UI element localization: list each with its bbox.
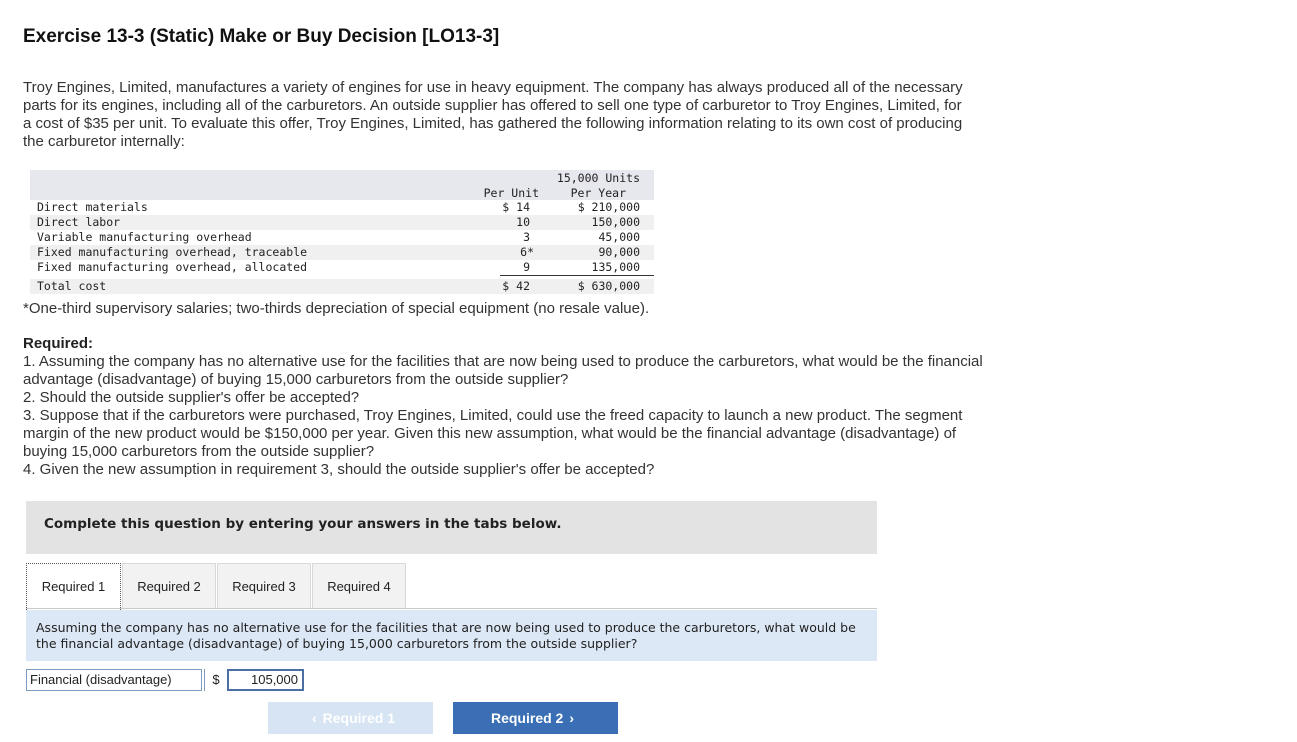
row-per-unit: 3 — [523, 230, 530, 244]
row-per-year: 135,000 — [591, 260, 640, 274]
row-per-year: 150,000 — [591, 215, 640, 229]
header-per-unit: Per Unit — [483, 186, 539, 200]
tab-required-3[interactable]: Required 3 — [217, 563, 311, 608]
row-label: Total cost — [37, 279, 107, 293]
header-per-year: Per Year — [570, 186, 626, 200]
row-label: Fixed manufacturing overhead, allocated — [37, 260, 308, 274]
row-per-unit: 6* — [520, 245, 534, 259]
prev-button-label: Required 1 — [322, 710, 396, 726]
table-row — [30, 230, 654, 245]
chevron-right-icon: › — [569, 710, 575, 726]
chevron-left-icon: ‹ — [311, 710, 317, 726]
required-item: 4. Given the new assumption in requirement 3, should the outside supplier's offer be accepted? — [23, 461, 655, 478]
row-label: Fixed manufacturing overhead, traceable — [37, 245, 308, 259]
cost-table-header — [30, 170, 654, 200]
header-units: 15,000 Units — [556, 171, 640, 185]
row-per-unit: 10 — [516, 215, 530, 229]
required-item: 1. Assuming the company has no alternative use for the facilities that are now being used to produce the carburetors, what would be the financial advantage (disadvantage) of buying 15,000 carburetors from the outside supplier? — [23, 353, 983, 388]
row-per-unit: 9 — [523, 260, 530, 274]
required-item: 2. Should the outside supplier's offer be accepted? — [23, 389, 360, 406]
table-row — [30, 260, 654, 275]
prev-button[interactable] — [268, 702, 433, 734]
row-per-year: 45,000 — [598, 230, 640, 244]
table-row-total — [30, 279, 654, 294]
exercise-title: Exercise 13-3 (Static) Make or Buy Decision [LO13-3] — [23, 26, 500, 47]
exercise-intro — [23, 79, 973, 151]
intro-text: Troy Engines, Limited, manufactures a variety of engines for use in heavy equipment. The company has always produced all of the necessary parts for its engines, including all of the carburetors. An outside supplier has offered to sell one type of carburetor to Troy Engines, Limited, for a cost of $35 per unit. To evaluate this offer, Troy Engines, Limited, has gathered the following information relating to its own cost of producing the carburetor internally: — [23, 79, 963, 150]
tab-required-1[interactable]: Required 1 — [26, 563, 121, 610]
row-label: Direct materials — [37, 200, 148, 214]
tab-required-2[interactable]: Required 2 — [122, 563, 216, 608]
row-per-year: 90,000 — [598, 245, 640, 259]
table-row — [30, 200, 654, 215]
row-per-unit: $ 14 — [502, 200, 530, 214]
row-per-unit: $ 42 — [502, 279, 530, 293]
row-per-year: $ 210,000 — [577, 200, 640, 214]
answer-label-select[interactable]: Financial (disadvantage) — [26, 669, 202, 691]
required-item: 3. Suppose that if the carburetors were purchased, Troy Engines, Limited, could use the freed capacity to launch a new product. The segment margin of the new product would be $150,000 per year. Given this new assumption, what would be the financial advantage (disadvantage) of buying 15,000 carburetors from the outside supplier? — [23, 407, 963, 460]
row-label: Variable manufacturing overhead — [37, 230, 252, 244]
instructions-banner — [26, 501, 877, 554]
required-heading: Required: — [23, 335, 94, 352]
total-rule — [500, 275, 654, 276]
tab-required-4[interactable]: Required 4 — [312, 563, 406, 608]
question-text: Assuming the company has no alternative use for the facilities that are now being used to produce the carburetors, what would be the financial advantage (disadvantage) of buying 15,000 carburetors from the outside supplier? — [36, 620, 856, 651]
question-panel — [26, 610, 877, 661]
row-label: Direct labor — [37, 215, 121, 229]
instructions-text: Complete this question by entering your answers in the tabs below. — [44, 516, 562, 532]
cost-table-footnote: *One-third supervisory salaries; two-thirds depreciation of special equipment (no resale value). — [23, 300, 650, 317]
table-row — [30, 215, 654, 230]
next-button-label: Required 2 — [490, 710, 564, 726]
table-row — [30, 245, 654, 260]
answer-amount-input[interactable]: 105,000 — [227, 669, 304, 691]
next-button[interactable] — [453, 702, 618, 734]
currency-symbol: $ — [204, 669, 227, 691]
required-list — [23, 353, 983, 479]
row-per-year: $ 630,000 — [577, 279, 640, 293]
tab-divider — [26, 608, 877, 609]
